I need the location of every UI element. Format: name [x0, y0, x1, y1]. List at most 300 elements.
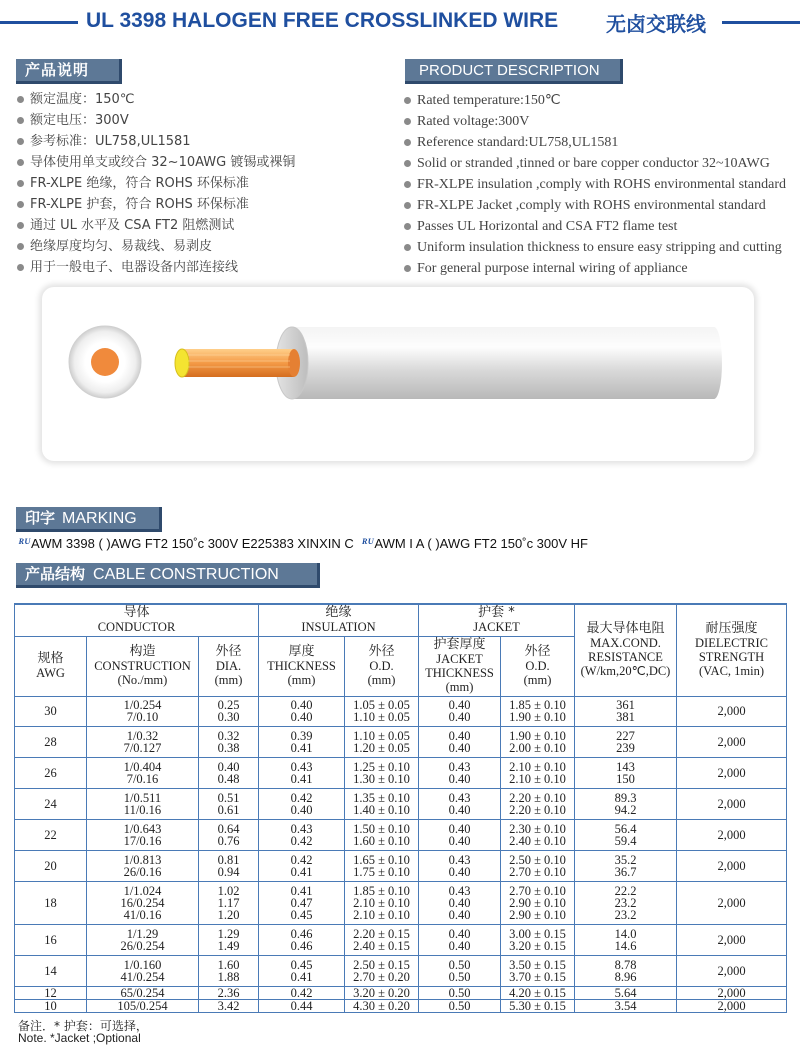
cell-value: 1.29	[217, 926, 240, 941]
cell-value: 1.85 ± 0.10	[353, 883, 410, 898]
cell-res	[575, 757, 677, 788]
cell-value: 2.10 ± 0.10	[509, 759, 566, 774]
bullet-icon	[17, 138, 24, 145]
cell-value: 0.39	[290, 728, 313, 743]
cell-value: 1.25 ± 0.10	[353, 759, 410, 774]
cell-value: 0.40	[448, 821, 471, 836]
cell-awg: 26	[15, 757, 87, 788]
description-item	[401, 258, 786, 279]
cell-value: 0.42	[290, 985, 313, 1000]
cell-value: 0.51	[217, 790, 240, 805]
cell-res	[575, 955, 677, 986]
cell-value: 2.70 ± 0.10	[509, 883, 566, 898]
table-row	[15, 696, 787, 726]
description-en-list	[401, 90, 786, 279]
cell-value: 0.43	[290, 821, 313, 836]
cell-value: 0.42	[290, 790, 313, 805]
description-item	[401, 132, 786, 153]
marking-text-2: AWM I A ( )AWG FT2 150˚c 300V HF	[374, 536, 588, 551]
cell-awg: 24	[15, 788, 87, 819]
cell-value: 0.40	[448, 895, 471, 910]
page-title: UL 3398 HALOGEN FREE CROSSLINKED WIRE	[86, 9, 559, 32]
cell-cons	[87, 850, 199, 881]
cell-value: 2.90 ± 0.10	[509, 907, 566, 922]
description-item-text: 额定电压：300V	[30, 113, 129, 128]
bullet-icon	[404, 265, 411, 272]
cell-value: 0.41	[290, 864, 313, 879]
cell-jod	[501, 986, 575, 999]
cell-od	[345, 726, 419, 757]
description-item	[401, 90, 786, 111]
cell-cons	[87, 757, 199, 788]
cell-value: 0.40	[448, 802, 471, 817]
cell-thick	[259, 757, 345, 788]
cell-value: 0.41	[290, 740, 313, 755]
description-item	[401, 216, 786, 237]
marking-text-1: AWM 3398 ( )AWG FT2 150˚c 300V E225383 XINXIN C	[31, 536, 354, 551]
cell-value: 0.40	[448, 938, 471, 953]
cell-cons	[87, 924, 199, 955]
header-jacket-thickness: 护套厚度 JACKET THICKNESS (mm)	[419, 636, 501, 696]
cell-od	[345, 924, 419, 955]
cell-dielectric: 2,000	[677, 986, 787, 999]
note-en: Note. *Jacket ;Optional	[18, 1031, 141, 1045]
cell-cons	[87, 986, 199, 999]
cell-value: 3.20 ± 0.15	[509, 938, 566, 953]
cell-value: 56.4	[614, 821, 637, 836]
cell-dielectric: 2,000	[677, 850, 787, 881]
header-conductor: 导体 CONDUCTOR	[15, 604, 259, 636]
cell-value: 23.2	[614, 907, 637, 922]
cell-res	[575, 696, 677, 726]
cell-value: 1/0.511	[123, 790, 162, 805]
cell-thick	[259, 924, 345, 955]
table-row	[15, 955, 787, 986]
cell-value: 0.46	[290, 926, 313, 941]
page-title-cn: 无卤交联线	[606, 12, 706, 36]
header-dielectric: 耐压强度 DIELECTRIC STRENGTH (VAC, 1min)	[677, 604, 787, 696]
cell-value: 1.40 ± 0.10	[353, 802, 410, 817]
description-item-text: 额定温度：150℃	[30, 92, 135, 107]
cell-value: 0.40	[448, 698, 471, 712]
cell-jthick	[419, 819, 501, 850]
cell-dia	[199, 999, 259, 1012]
cell-res	[575, 819, 677, 850]
marking-text	[18, 536, 588, 553]
table-row	[15, 819, 787, 850]
cell-value: 2.00 ± 0.10	[509, 740, 566, 755]
cell-value: 3.54	[614, 998, 637, 1013]
cell-res	[575, 726, 677, 757]
cell-value: 1.75 ± 0.10	[353, 864, 410, 879]
cell-value: 4.20 ± 0.15	[509, 985, 566, 1000]
description-item	[14, 173, 295, 194]
marking-heading-cn: 印字	[25, 509, 56, 527]
cell-jod	[501, 726, 575, 757]
description-item-text: Passes UL Horizontal and CSA FT2 flame test	[417, 219, 678, 234]
cell-value: 2.70 ± 0.20	[353, 969, 410, 984]
table-row	[15, 924, 787, 955]
cell-value: 2.70 ± 0.10	[509, 864, 566, 879]
cell-value: 1/1.024	[123, 883, 162, 898]
header-jacket-od: 外径 O.D. (mm)	[501, 636, 575, 696]
conductor-join	[288, 349, 300, 377]
table-row	[15, 850, 787, 881]
cell-jod	[501, 819, 575, 850]
cell-thick	[259, 850, 345, 881]
cell-dia	[199, 955, 259, 986]
table-row	[15, 788, 787, 819]
description-item	[401, 174, 786, 195]
bullet-icon	[17, 159, 24, 166]
cell-value: 0.32	[217, 728, 240, 743]
cell-awg: 12	[15, 986, 87, 999]
cell-thick	[259, 881, 345, 924]
header-od: 外径 O.D. (mm)	[345, 636, 419, 696]
ul-logo-icon: ᴿᵁ	[361, 537, 374, 552]
cell-value: 0.50	[448, 985, 471, 1000]
cell-od	[345, 999, 419, 1012]
cell-value: 150	[616, 771, 635, 786]
cell-jthick	[419, 696, 501, 726]
cell-value: 0.40	[217, 759, 240, 774]
cell-value: 0.43	[448, 759, 471, 774]
description-en-heading-label: PRODUCT DESCRIPTION	[419, 62, 600, 79]
cell-res	[575, 850, 677, 881]
note-cn: 备注．* 护套：可选择，	[18, 1019, 148, 1033]
cell-value: 2.40 ± 0.15	[353, 938, 410, 953]
cell-value: 0.40	[448, 740, 471, 755]
cell-value: 1.49	[217, 938, 240, 953]
description-item	[14, 152, 295, 173]
cell-value: 2.90 ± 0.10	[509, 895, 566, 910]
construction-heading	[16, 563, 320, 588]
page-header	[0, 6, 800, 38]
bullet-icon	[404, 202, 411, 209]
cell-cons	[87, 819, 199, 850]
cell-value: 2.10 ± 0.10	[353, 907, 410, 922]
cell-value: 1.05 ± 0.05	[353, 698, 410, 712]
cell-res	[575, 999, 677, 1012]
cell-value: 17/0.16	[123, 833, 162, 848]
description-item-text: FR-XLPE 绝缘，符合 ROHS 环保标准	[30, 176, 249, 191]
cell-jod	[501, 955, 575, 986]
cable-jacket	[292, 327, 722, 399]
exposed-conductor	[182, 349, 294, 377]
cell-value: 0.46	[290, 938, 313, 953]
description-en-heading	[405, 59, 623, 84]
description-cn-heading	[16, 59, 122, 84]
cell-value: 3.00 ± 0.15	[509, 926, 566, 941]
cell-value: 41/0.16	[123, 907, 162, 922]
cell-value: 0.40	[448, 926, 471, 941]
cell-value: 0.40	[448, 728, 471, 743]
cell-value: 1.50 ± 0.10	[353, 821, 410, 836]
cell-dia	[199, 924, 259, 955]
cell-value: 0.40	[448, 864, 471, 879]
cell-value: 0.41	[290, 969, 313, 984]
cell-value: 2.40 ± 0.10	[509, 833, 566, 848]
cell-awg: 30	[15, 696, 87, 726]
bullet-icon	[17, 117, 24, 124]
cell-dielectric: 2,000	[677, 757, 787, 788]
cell-dielectric: 2,000	[677, 999, 787, 1012]
cell-awg: 28	[15, 726, 87, 757]
cell-value: 7/0.10	[126, 710, 159, 724]
construction-heading-cn: 产品结构	[25, 565, 86, 583]
cell-value: 1.90 ± 0.10	[509, 710, 566, 724]
table-row	[15, 726, 787, 757]
bullet-icon	[404, 118, 411, 125]
cell-dia	[199, 986, 259, 999]
cell-value: 0.50	[448, 998, 471, 1013]
cell-jthick	[419, 955, 501, 986]
cell-awg: 18	[15, 881, 87, 924]
table-row	[15, 999, 787, 1012]
description-item-text: FR-XLPE Jacket ,comply with ROHS environmental standard	[417, 198, 766, 213]
cell-value: 0.45	[290, 907, 313, 922]
cell-thick	[259, 955, 345, 986]
cell-value: 2.20 ± 0.15	[353, 926, 410, 941]
cross-section-conductor	[91, 348, 119, 376]
cell-cons	[87, 696, 199, 726]
description-item-text: Uniform insulation thickness to ensure easy stripping and cutting	[417, 240, 782, 255]
cell-jthick	[419, 924, 501, 955]
cell-value: 0.40	[448, 907, 471, 922]
cell-dia	[199, 850, 259, 881]
description-cn-list	[14, 89, 295, 278]
cell-value: 0.43	[448, 790, 471, 805]
cell-value: 0.81	[217, 852, 240, 867]
cell-value: 26/0.254	[120, 938, 165, 953]
description-item	[14, 257, 295, 278]
description-item	[401, 237, 786, 258]
description-cn-heading-label: 产品说明	[25, 61, 90, 79]
cell-value: 0.43	[448, 852, 471, 867]
cell-value: 0.43	[448, 883, 471, 898]
bullet-icon	[17, 243, 24, 250]
description-item	[14, 194, 295, 215]
cell-value: 0.50	[448, 957, 471, 972]
cell-value: 23.2	[614, 895, 637, 910]
table-row	[15, 986, 787, 999]
cell-awg: 14	[15, 955, 87, 986]
cell-jod	[501, 788, 575, 819]
cell-value: 5.30 ± 0.15	[509, 998, 566, 1013]
cell-value: 0.48	[217, 771, 240, 786]
cell-value: 2.30 ± 0.10	[509, 821, 566, 836]
bullet-icon	[404, 223, 411, 230]
cell-od	[345, 788, 419, 819]
cell-dielectric: 2,000	[677, 955, 787, 986]
description-item	[14, 131, 295, 152]
cell-value: 1/0.404	[123, 759, 162, 774]
cell-value: 1.10 ± 0.05	[353, 728, 410, 743]
cell-dia	[199, 819, 259, 850]
cell-value: 2.20 ± 0.10	[509, 802, 566, 817]
cell-od	[345, 881, 419, 924]
cell-value: 143	[616, 759, 635, 774]
cell-cons	[87, 955, 199, 986]
header-rule-right	[722, 21, 800, 24]
header-max-resistance: 最大导体电阻 MAX.COND. RESISTANCE (W/km,20℃,DC)	[575, 604, 677, 696]
cell-value: 0.40	[290, 710, 313, 724]
cell-value: 1.60 ± 0.10	[353, 833, 410, 848]
cell-dielectric: 2,000	[677, 819, 787, 850]
cell-value: 14.6	[614, 938, 637, 953]
conductor-tip	[175, 349, 189, 377]
cell-value: 0.41	[290, 771, 313, 786]
cell-thick	[259, 696, 345, 726]
cell-dia	[199, 726, 259, 757]
cell-value: 89.3	[614, 790, 637, 805]
cell-od	[345, 986, 419, 999]
cell-value: 16/0.254	[120, 895, 165, 910]
cell-value: 1/0.32	[126, 728, 159, 743]
table-row	[15, 881, 787, 924]
description-item	[14, 236, 295, 257]
cell-value: 0.94	[217, 864, 240, 879]
description-item	[14, 89, 295, 110]
cell-dia	[199, 757, 259, 788]
cell-thick	[259, 986, 345, 999]
cable-drawing	[42, 287, 754, 461]
cell-value: 2.50 ± 0.15	[353, 957, 410, 972]
header-insulation: 绝缘 INSULATION	[259, 604, 419, 636]
cell-value: 2.50 ± 0.10	[509, 852, 566, 867]
bullet-icon	[17, 264, 24, 271]
cell-jthick	[419, 788, 501, 819]
cell-cons	[87, 788, 199, 819]
table-row	[15, 757, 787, 788]
cell-value: 0.45	[290, 957, 313, 972]
bullet-icon	[404, 244, 411, 251]
cell-value: 381	[616, 710, 635, 724]
cell-value: 239	[616, 740, 635, 755]
cell-value: 0.25	[217, 698, 240, 712]
cell-value: 1/0.254	[123, 698, 162, 712]
cell-value: 2.36	[217, 985, 240, 1000]
cell-jod	[501, 850, 575, 881]
cell-jthick	[419, 850, 501, 881]
cell-value: 0.50	[448, 969, 471, 984]
header-awg: 规格 AWG	[15, 636, 87, 696]
description-item	[401, 153, 786, 174]
description-item-text: 绝缘厚度均匀、易裁线、易剥皮	[30, 239, 213, 254]
cell-value: 0.40	[290, 698, 313, 712]
cell-value: 1.20 ± 0.05	[353, 740, 410, 755]
cell-value: 3.70 ± 0.15	[509, 969, 566, 984]
cell-res	[575, 881, 677, 924]
cell-value: 0.40	[448, 833, 471, 848]
cell-res	[575, 986, 677, 999]
cell-jod	[501, 757, 575, 788]
marking-heading-en: MARKING	[62, 510, 137, 527]
cell-jthick	[419, 881, 501, 924]
cell-thick	[259, 726, 345, 757]
cell-value: 2.10 ± 0.10	[353, 895, 410, 910]
marking-heading	[16, 507, 162, 532]
cell-jthick	[419, 757, 501, 788]
cell-value: 1/0.160	[123, 957, 162, 972]
cell-value: 0.76	[217, 833, 240, 848]
cell-value: 1.10 ± 0.05	[353, 710, 410, 724]
cell-awg: 10	[15, 999, 87, 1012]
description-item-text: FR-XLPE insulation ,comply with ROHS environmental standard	[417, 177, 787, 192]
cell-dielectric: 2,000	[677, 924, 787, 955]
description-item	[401, 111, 786, 132]
cell-jthick	[419, 999, 501, 1012]
cell-value: 3.42	[217, 998, 240, 1013]
cell-res	[575, 788, 677, 819]
cell-value: 1.20	[217, 907, 240, 922]
cell-od	[345, 850, 419, 881]
cell-value: 14.0	[614, 926, 637, 941]
ul-logo-icon: ᴿᵁ	[18, 537, 31, 552]
cell-dia	[199, 696, 259, 726]
description-item-text: 导体使用单支或绞合 32~10AWG 镀锡或裸铜	[30, 155, 296, 170]
cell-value: 1.17	[217, 895, 240, 910]
cell-value: 0.47	[290, 895, 313, 910]
cell-value: 0.41	[290, 883, 313, 898]
cell-value: 7/0.127	[123, 740, 162, 755]
cell-awg: 16	[15, 924, 87, 955]
description-item-text: 参考标准：UL758,UL1581	[30, 134, 191, 149]
cell-value: 1/0.813	[123, 852, 162, 867]
cable-illustration	[42, 287, 754, 461]
cell-jthick	[419, 726, 501, 757]
cell-value: 227	[616, 728, 635, 743]
cell-dielectric: 2,000	[677, 788, 787, 819]
description-item-text: For general purpose internal wiring of appliance	[417, 261, 688, 276]
cell-value: 35.2	[614, 852, 637, 867]
description-item	[401, 195, 786, 216]
description-item-text: FR-XLPE 护套，符合 ROHS 环保标准	[30, 197, 249, 212]
cell-value: 1/1.29	[126, 926, 159, 941]
cell-value: 1.02	[217, 883, 240, 898]
cell-jthick	[419, 986, 501, 999]
header-jacket: 护套 * JACKET	[419, 604, 575, 636]
cell-value: 1.85 ± 0.10	[509, 698, 566, 712]
cell-od	[345, 955, 419, 986]
cell-value: 59.4	[614, 833, 637, 848]
cell-value: 0.42	[290, 852, 313, 867]
description-item-text: 通过 UL 水平及 CSA FT2 阻燃测试	[30, 218, 235, 233]
cell-value: 94.2	[614, 802, 637, 817]
cell-dia	[199, 881, 259, 924]
description-item	[14, 215, 295, 236]
header-thickness: 厚度 THICKNESS (mm)	[259, 636, 345, 696]
cell-dielectric: 2,000	[677, 696, 787, 726]
cell-jod	[501, 881, 575, 924]
cell-value: 1.90 ± 0.10	[509, 728, 566, 743]
cell-value: 5.64	[614, 985, 637, 1000]
cell-value: 26/0.16	[123, 864, 162, 879]
cell-value: 0.40	[290, 802, 313, 817]
cell-value: 0.38	[217, 740, 240, 755]
cell-value: 0.64	[217, 821, 240, 836]
cell-value: 36.7	[614, 864, 637, 879]
bullet-icon	[404, 160, 411, 167]
construction-heading-en: CABLE CONSTRUCTION	[93, 566, 279, 583]
cell-value: 361	[616, 698, 635, 712]
cell-od	[345, 819, 419, 850]
bullet-icon	[17, 180, 24, 187]
cell-value: 0.44	[290, 998, 313, 1013]
description-item	[14, 110, 295, 131]
cell-value: 0.43	[290, 759, 313, 774]
cell-value: 22.2	[614, 883, 637, 898]
